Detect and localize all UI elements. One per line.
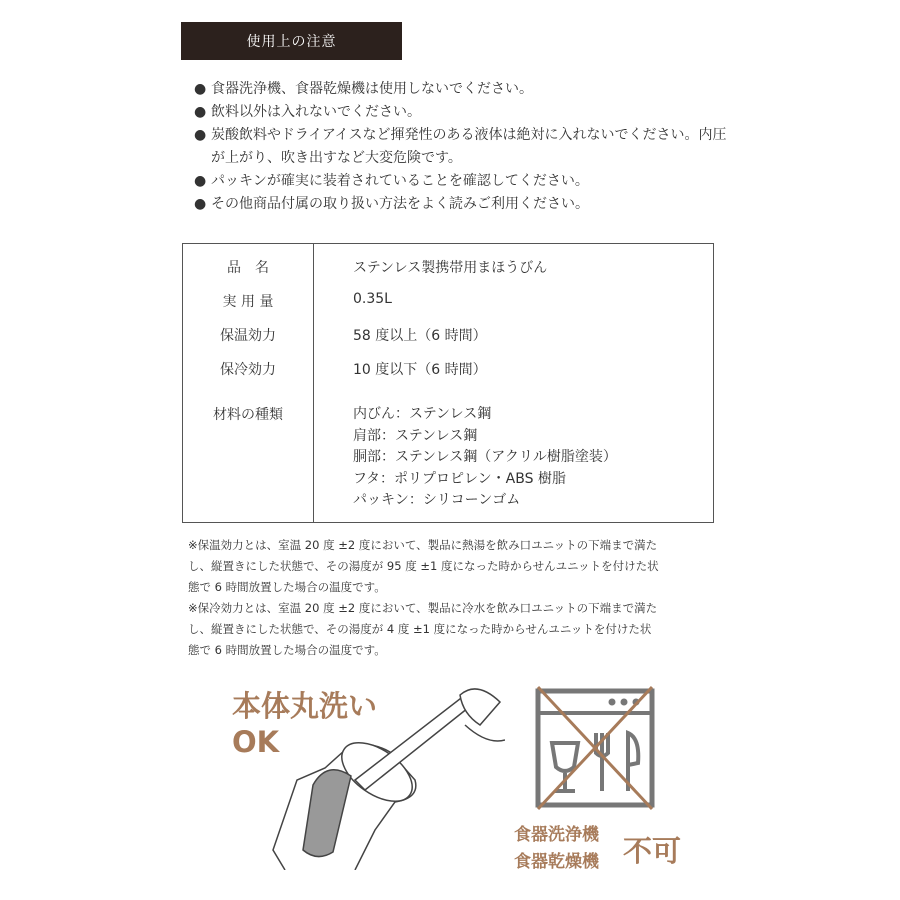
bullet-icon: ● xyxy=(194,104,207,120)
spec-label: 品 名 xyxy=(227,260,269,276)
spec-label: 材料の種類 xyxy=(213,407,283,423)
list-item: ● 飲料以外は入れないでください。 xyxy=(194,101,734,124)
material-item: フタ：ポリプロピレン・ABS 樹脂 xyxy=(353,470,566,487)
spec-label: 保冷効力 xyxy=(220,362,276,378)
list-item: ● パッキンが確実に装着されていることを確認してください。 xyxy=(194,170,734,193)
bullet-icon: ● xyxy=(194,196,207,212)
material-list xyxy=(353,404,617,512)
spec-value: 58 度以上（6 時間） xyxy=(353,328,487,344)
table-divider xyxy=(313,244,314,522)
section-header xyxy=(181,22,402,60)
list-item: ● 食器洗浄機、食器乾燥機は使用しないでください。 xyxy=(194,78,734,101)
spec-value: 0.35L xyxy=(353,291,392,307)
caution-list xyxy=(194,78,734,216)
not-allowed-label: 不可 xyxy=(623,834,682,868)
material-item: 内びん：ステンレス鋼 xyxy=(353,406,492,422)
bullet-icon: ● xyxy=(194,173,207,189)
cold-retention-note: ※保冷効力とは、室温 20 度 ±2 度において、製品に冷水を飲み口ユニットの下端まで満た し、縦置きにした状態で、その湯度が 4 度 ±1 度になった時からせんユニットを付けた状 態で 6 時間放置した場合の温度です。 xyxy=(188,601,658,657)
material-item: パッキン：シリコーンゴム xyxy=(353,492,521,508)
bullet-icon: ● xyxy=(194,127,207,143)
heat-retention-note: ※保温効力とは、室温 20 度 ±2 度において、製品に熱湯を飲み口ユニットの下端まで満た し、縦置きにした状態で、その湯度が 95 度 ±1 度になった時からせんユニットを付けた状 態で 6 時間放置した場合の温度です。 xyxy=(188,538,659,594)
no-dishwasher-icon xyxy=(530,683,660,813)
spec-label: 実 用 量 xyxy=(222,294,274,310)
spec-value: 10 度以下（6 時間） xyxy=(353,362,487,378)
spec-value: ステンレス製携帯用まほうびん xyxy=(353,260,548,276)
material-item: 肩部：ステンレス鋼 xyxy=(353,427,478,444)
bullet-icon: ● xyxy=(194,81,207,97)
spec-label: 保温効力 xyxy=(220,328,276,344)
dishwasher-labels: 食器洗浄機 食器乾燥機 xyxy=(514,825,599,872)
material-item: 胴部：ステンレス鋼（アクリル樹脂塗装） xyxy=(353,449,617,465)
section-title: 使用上の注意 xyxy=(246,34,337,50)
washable-ok-label: 本体丸洗い OK xyxy=(232,689,378,759)
spec-table xyxy=(182,243,714,523)
list-item: ● 炭酸飲料やドライアイスなど揮発性のある液体は絶対に入れないでください。内圧が上がり、吹き出すなど大変危険です。 xyxy=(194,124,734,170)
list-item: ● その他商品付属の取り扱い方法をよく読みご利用ください。 xyxy=(194,193,734,216)
